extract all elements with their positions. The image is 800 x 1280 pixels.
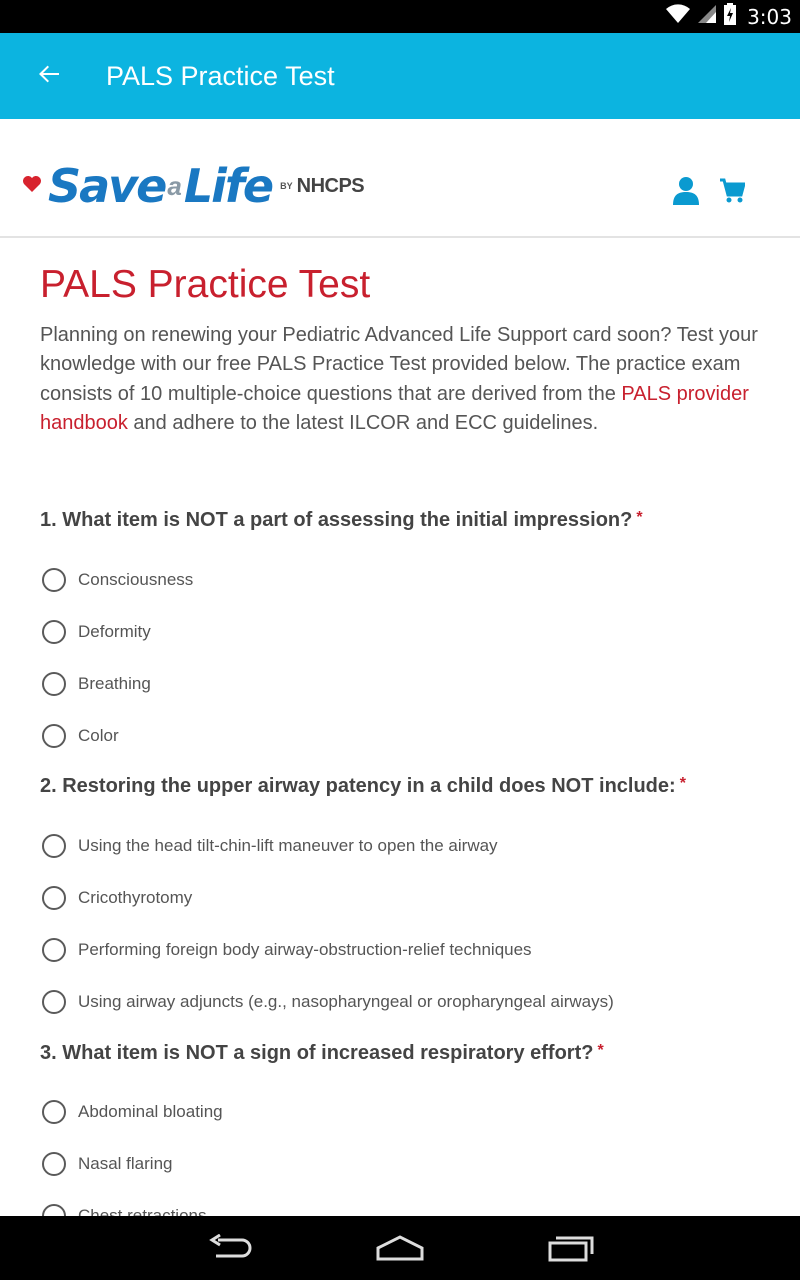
user-icon[interactable] <box>672 175 700 207</box>
option-label: Breathing <box>78 674 151 693</box>
cart-icon[interactable] <box>718 175 746 207</box>
question-1 <box>40 509 643 532</box>
radio-button[interactable] <box>42 672 66 696</box>
option-1-4[interactable] <box>42 721 119 751</box>
site-logo[interactable] <box>22 161 364 211</box>
option-label: Deformity <box>78 622 151 641</box>
app-title: PALS Practice Test <box>106 61 335 91</box>
option-2-2[interactable] <box>42 883 192 913</box>
logo-save: Save <box>48 159 166 213</box>
logo-life: Life <box>183 159 273 213</box>
status-icons <box>665 0 792 33</box>
back-nav-icon[interactable] <box>200 1228 260 1268</box>
option-label: Using airway adjuncts (e.g., nasopharyngeal or oropharyngeal airways) <box>78 992 614 1011</box>
required-marker: * <box>679 775 686 792</box>
question-3-text: 3. What item is NOT a sign of increased respiratory effort? <box>40 1042 594 1064</box>
page-title: PALS Practice Test <box>40 263 371 306</box>
header-icons <box>672 175 746 207</box>
logo-by: BY <box>280 181 293 191</box>
option-3-2[interactable] <box>42 1149 173 1179</box>
radio-button[interactable] <box>42 620 66 644</box>
option-2-3[interactable] <box>42 935 532 965</box>
question-2 <box>40 775 686 798</box>
option-label: Consciousness <box>78 570 194 589</box>
option-label: Nasal flaring <box>78 1154 173 1173</box>
battery-icon <box>723 3 737 30</box>
question-2-text: 2. Restoring the upper airway patency in a child does NOT include: <box>40 775 676 797</box>
option-label: Using the head tilt-chin-lift maneuver to open the airway <box>78 836 498 855</box>
question-1-text: 1. What item is NOT a part of assessing the initial impression? <box>40 509 633 531</box>
option-label: Color <box>78 726 119 745</box>
option-2-4[interactable] <box>42 987 614 1017</box>
signal-icon <box>697 4 717 29</box>
system-nav-bar <box>0 1216 800 1280</box>
radio-button[interactable] <box>42 1152 66 1176</box>
intro-text: Planning on renewing your Pediatric Advanced Life Support card soon? Test your knowledge with our free PALS Practice Test provided below. The practice exam consists of 10 multiple-choice questions that are derived from the <box>40 324 758 405</box>
option-label: Cricothyrotomy <box>78 888 193 907</box>
radio-button[interactable] <box>42 724 66 748</box>
logo-a: a <box>167 170 182 201</box>
arrow-back-icon <box>37 62 61 91</box>
option-1-2[interactable] <box>42 617 151 647</box>
recents-nav-icon[interactable] <box>540 1228 600 1268</box>
back-button[interactable] <box>24 51 74 101</box>
status-time: 3:03 <box>747 4 792 29</box>
radio-button[interactable] <box>42 1100 66 1124</box>
option-label: Abdominal bloating <box>78 1102 223 1121</box>
intro-paragraph <box>40 321 762 438</box>
radio-button[interactable] <box>42 834 66 858</box>
radio-button[interactable] <box>42 568 66 592</box>
site-header <box>0 119 800 238</box>
required-marker: * <box>597 1042 604 1059</box>
option-3-1[interactable] <box>42 1097 223 1127</box>
question-3 <box>40 1042 604 1065</box>
app-bar <box>0 33 800 119</box>
intro-text-end: and adhere to the latest ILCOR and ECC guidelines. <box>127 411 599 434</box>
radio-button[interactable] <box>42 886 66 910</box>
option-1-1[interactable] <box>42 565 193 595</box>
radio-button[interactable] <box>42 938 66 962</box>
logo-nhcps: NHCPS <box>296 174 365 197</box>
option-2-1[interactable] <box>42 831 498 861</box>
wifi-icon <box>665 4 691 29</box>
option-1-3[interactable] <box>42 669 151 699</box>
radio-button[interactable] <box>42 990 66 1014</box>
required-marker: * <box>636 509 643 526</box>
heart-icon <box>22 175 42 198</box>
handbook-link[interactable]: PALS provider handbook <box>40 382 749 434</box>
option-label: Performing foreign body airway-obstruction-relief techniques <box>78 940 532 959</box>
status-bar <box>0 0 800 33</box>
home-nav-icon[interactable] <box>370 1228 430 1268</box>
